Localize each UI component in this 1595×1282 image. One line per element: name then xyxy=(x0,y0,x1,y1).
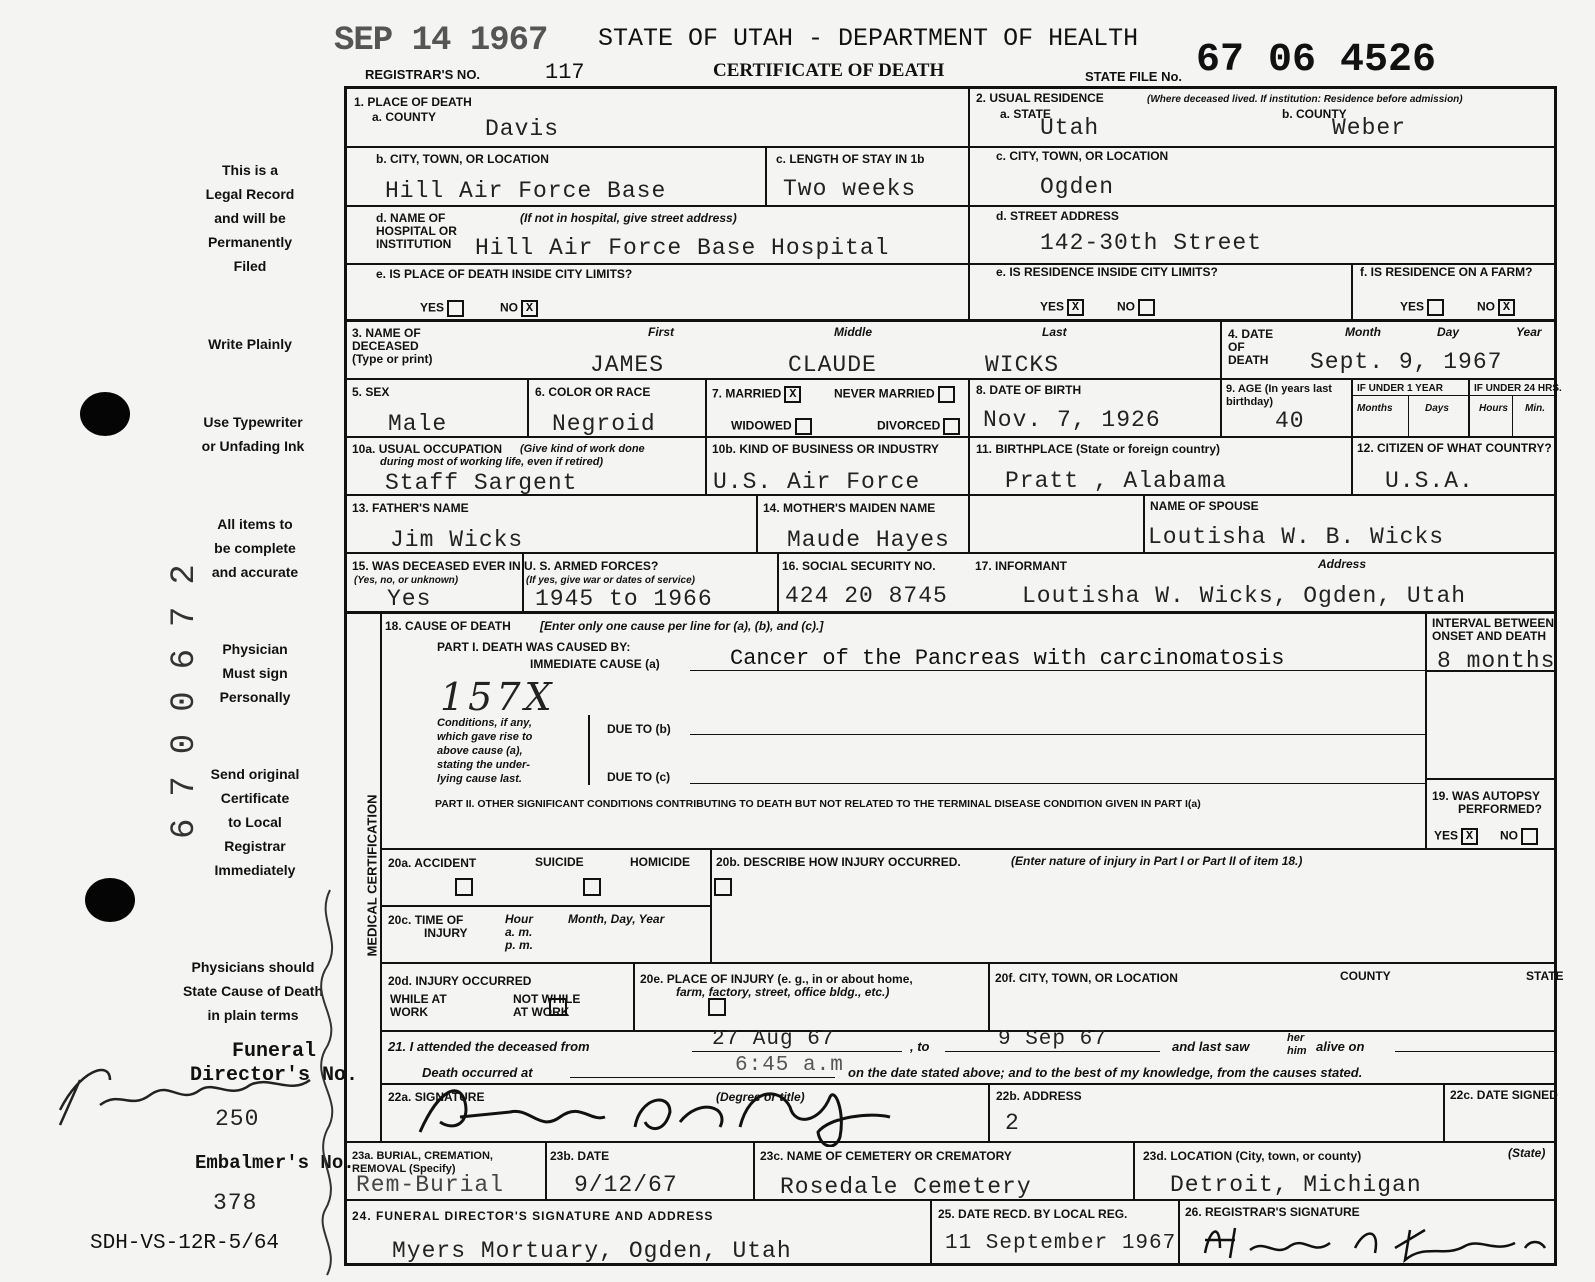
sidebar-all-items: All items to be complete and accurate xyxy=(211,516,299,580)
value-cemetery: Rosedale Cemetery xyxy=(780,1174,1032,1200)
physician-signature xyxy=(400,1077,900,1147)
value-citizen: U.S.A. xyxy=(1385,468,1474,494)
sidebar-typewriter: Use Typewriter or Unfading Ink xyxy=(201,414,305,454)
label-how-injury: 20b. DESCRIBE HOW INJURY OCCURRED. xyxy=(716,855,961,869)
date-stamp: SEP 14 1967 xyxy=(334,22,548,60)
label-hour-ampm: Hour a. m. p. m. xyxy=(505,912,534,952)
value-interval: 8 months xyxy=(1437,648,1556,674)
label-business: 10b. KIND OF BUSINESS OR INDUSTRY xyxy=(712,442,939,456)
label-occupation-note: (Give kind of work done during most of working life, even if retired) xyxy=(380,443,645,468)
label-street-address: d. STREET ADDRESS xyxy=(996,209,1119,223)
funeral-director-signature xyxy=(40,1050,340,1140)
value-spouse: Loutisha W. B. Wicks xyxy=(1148,524,1445,550)
label-conditions: Conditions, if any, which gave rise to above cause (a), stating the under- lying cause last. xyxy=(437,717,533,785)
label-res-city: c. CITY, TOWN, OR LOCATION xyxy=(996,149,1169,163)
label-injury-mdy: Month, Day, Year xyxy=(568,912,665,926)
registrar-no: 117 xyxy=(545,60,585,85)
label-accident: 20a. ACCIDENT xyxy=(388,856,477,870)
value-funeral-director: Myers Mortuary, Ogden, Utah xyxy=(392,1238,792,1264)
label-injury-city: 20f. CITY, TOWN, OR LOCATION xyxy=(995,971,1178,985)
label-time-injury: 20c. TIME OF INJURY xyxy=(388,913,468,940)
value-mother: Maude Hayes xyxy=(787,527,950,553)
sidebar-legal-notice: This is a Legal Record and will be Permanently Filed xyxy=(205,162,295,274)
value-county: Davis xyxy=(485,116,560,142)
value-last-name: WICKS xyxy=(985,352,1060,378)
death-inside-city-yes[interactable]: YES xyxy=(420,300,464,317)
label-injury-state: STATE xyxy=(1526,969,1564,983)
label-due-to-c: DUE TO (c) xyxy=(607,770,671,784)
registrar-no-label: REGISTRAR'S NO. xyxy=(365,67,481,82)
value-business: U.S. Air Force xyxy=(713,469,921,495)
value-first-name: JAMES xyxy=(590,352,665,378)
label-age: 9. AGE (In years last birthday) xyxy=(1226,383,1332,408)
injury-while-work[interactable]: WHILE AT WORK xyxy=(390,992,447,1019)
value-race: Negroid xyxy=(552,411,656,437)
label-middle: Middle xyxy=(834,325,872,339)
state-file-label: STATE FILE No. xyxy=(1085,69,1183,84)
label-injury-county: COUNTY xyxy=(1340,969,1391,983)
label-date-signed: 22c. DATE SIGNED xyxy=(1450,1088,1558,1102)
marital-married[interactable]: 7. MARRIED X xyxy=(712,386,801,403)
label-usual-residence-note: (Where deceased lived. If institution: Residence before admission) xyxy=(1147,94,1463,105)
form-code: SDH-VS-12R-5/64 xyxy=(90,1232,280,1255)
label-usual-occupation: 10a. USUAL OCCUPATION xyxy=(352,442,503,456)
value-middle-name: CLAUDE xyxy=(788,352,877,378)
value-occupation: Staff Sargent xyxy=(385,470,578,496)
label-autopsy: 19. WAS AUTOPSY PERFORMED? xyxy=(1432,789,1542,816)
label-signature: 22a. SIGNATURE xyxy=(388,1090,485,1104)
res-inside-city-yes[interactable]: YES X xyxy=(1040,299,1084,316)
checkbox-homicide[interactable] xyxy=(714,878,732,896)
autopsy-no[interactable]: NO xyxy=(1500,828,1538,845)
farm-no[interactable]: NO X xyxy=(1477,299,1515,316)
label-immediate-cause: IMMEDIATE CAUSE (a) xyxy=(530,657,660,671)
value-hospital: Hill Air Force Base Hospital xyxy=(475,235,890,261)
label-day: Day xyxy=(1437,325,1460,339)
label-sex: 5. SEX xyxy=(352,385,390,399)
value-cause-a: Cancer of the Pancreas with carcinomatosis xyxy=(730,646,1285,671)
binder-hole-top xyxy=(80,392,130,436)
label-armed-yesno: (Yes, no, or unknown) xyxy=(354,575,459,586)
label-part1: PART I. DEATH WAS CAUSED BY: xyxy=(437,640,631,654)
label-degree: (Degree or title) xyxy=(716,1090,805,1104)
value-armed: Yes xyxy=(387,586,432,612)
label-place-of-death: 1. PLACE OF DEATH xyxy=(354,95,472,109)
farm-yes[interactable]: YES xyxy=(1400,299,1444,316)
label-suicide: SUICIDE xyxy=(535,855,584,869)
label-armed-forces: 15. WAS DECEASED EVER IN U. S. ARMED FORCES? xyxy=(352,559,659,573)
value-birthplace: Pratt , Alabama xyxy=(1005,468,1228,494)
value-burial: Rem-Burial xyxy=(356,1172,505,1198)
vertical-form-number: 6700672 xyxy=(166,542,204,839)
value-attended-from: 27 Aug 67 xyxy=(712,1028,835,1051)
label-armed-dates: (If yes, give war or dates of service) xyxy=(526,575,695,586)
sidebar-physician-sign: Physician Must sign Personally xyxy=(219,641,291,705)
label-death-occurred: Death occurred at xyxy=(422,1065,533,1080)
checkbox-not-while-work[interactable] xyxy=(708,998,726,1016)
injury-not-while-work[interactable]: NOT WHILE AT WORK xyxy=(513,992,581,1019)
value-sex: Male xyxy=(388,411,448,437)
label-state: a. STATE xyxy=(1000,107,1051,121)
sidebar-send-original: Send original Certificate to Local Registrar Immediately xyxy=(210,766,300,878)
label-how-injury-note: (Enter nature of injury in Part I or Part II of item 18.) xyxy=(1011,854,1303,868)
label-inside-city: e. IS PLACE OF DEATH INSIDE CITY LIMITS? xyxy=(376,267,633,281)
sidebar-write-plainly: Write Plainly xyxy=(208,336,292,352)
value-location: Detroit, Michigan xyxy=(1170,1172,1422,1198)
label-location: 23d. LOCATION (City, town, or county) xyxy=(1143,1149,1362,1163)
autopsy-yes[interactable]: YES X xyxy=(1434,828,1478,845)
label-res-county: b. COUNTY xyxy=(1282,107,1347,121)
value-dob: Nov. 7, 1926 xyxy=(983,407,1161,433)
label-length-of-stay: c. LENGTH OF STAY IN 1b xyxy=(776,152,925,166)
label-father: 13. FATHER'S NAME xyxy=(352,501,469,515)
checkbox-accident[interactable] xyxy=(455,878,473,896)
registrar-signature xyxy=(1195,1218,1555,1268)
label-age-hours: Hours xyxy=(1479,403,1508,414)
value-informant: Loutisha W. Wicks, Ogden, Utah xyxy=(1022,583,1467,609)
value-burial-date: 9/12/67 xyxy=(574,1172,678,1198)
marital-divorced[interactable]: DIVORCED xyxy=(877,418,960,435)
label-date-of-birth: 8. DATE OF BIRTH xyxy=(976,383,1082,397)
label-date-of-death: 4. DATE OF DEATH xyxy=(1228,327,1274,367)
label-first: First xyxy=(648,325,675,339)
marital-widowed[interactable]: WIDOWED xyxy=(731,418,812,435)
label-burial: 23a. BURIAL, CREMATION, REMOVAL (Specify) xyxy=(352,1150,493,1175)
death-inside-city-no[interactable]: NO X xyxy=(500,300,538,317)
label-age-months: Months xyxy=(1357,403,1393,414)
embalmer-label: Embalmer's No. xyxy=(195,1152,355,1174)
value-res-city: Ogden xyxy=(1040,174,1115,200)
marital-never-married[interactable]: NEVER MARRIED xyxy=(834,386,955,403)
label-county: a. COUNTY xyxy=(372,110,437,124)
value-date-recd: 11 September 1967 xyxy=(945,1232,1177,1255)
label-due-to-b: DUE TO (b) xyxy=(607,722,671,736)
label-attended-to: , to xyxy=(910,1039,930,1054)
label-place-injury: 20e. PLACE OF INJURY (e. g., in or about home, farm, factory, street, office bldg., etc.) xyxy=(640,972,913,999)
label-date-recd: 25. DATE RECD. BY LOCAL REG. xyxy=(938,1207,1128,1221)
label-on-farm: f. IS RESIDENCE ON A FARM? xyxy=(1360,265,1533,279)
funeral-director-label: Funeral Director's No. xyxy=(190,1040,359,1087)
res-inside-city-no[interactable]: NO xyxy=(1117,299,1155,316)
label-part2: PART II. OTHER SIGNIFICANT CONDITIONS CONTRIBUTING TO DEATH BUT NOT RELATED TO THE TERMINAL DISEASE CONDITION GIVEN IN PART I(a) xyxy=(435,798,1201,810)
label-death-statement: on the date stated above; and to the best of my knowledge, from the causes stated. xyxy=(848,1065,1363,1080)
label-spouse: NAME OF SPOUSE xyxy=(1150,499,1259,513)
label-name-deceased: 3. NAME OF DECEASED (Type or print) xyxy=(352,326,433,366)
value-city: Hill Air Force Base xyxy=(385,178,667,204)
value-age: 40 xyxy=(1275,408,1305,434)
funeral-director-no: 250 xyxy=(215,1106,260,1132)
certificate-title: CERTIFICATE OF DEATH xyxy=(713,60,945,81)
label-city-town: b. CITY, TOWN, OR LOCATION xyxy=(376,152,549,166)
label-ssn: 16. SOCIAL SECURITY NO. xyxy=(782,559,936,573)
label-last-saw: and last saw xyxy=(1172,1039,1250,1054)
label-registrar-sig: 26. REGISTRAR'S SIGNATURE xyxy=(1185,1205,1360,1219)
label-informant-address: Address xyxy=(1318,557,1367,571)
label-usual-residence: 2. USUAL RESIDENCE xyxy=(976,91,1104,105)
label-month: Month xyxy=(1345,325,1381,339)
value-stay: Two weeks xyxy=(783,176,917,202)
label-burial-date: 23b. DATE xyxy=(550,1149,610,1163)
value-res-state: Utah xyxy=(1040,115,1100,141)
value-service: 1945 to 1966 xyxy=(535,586,713,612)
value-death-date: Sept. 9, 1967 xyxy=(1310,349,1503,375)
value-address22: 2 xyxy=(1005,1110,1020,1136)
value-res-county: Weber xyxy=(1332,115,1407,141)
label-cemetery: 23c. NAME OF CEMETERY OR CREMATORY xyxy=(760,1149,1012,1163)
label-under-24-hrs: IF UNDER 24 HRS. xyxy=(1474,383,1562,394)
value-father: Jim Wicks xyxy=(390,527,524,553)
value-ssn: 424 20 8745 xyxy=(785,583,948,609)
label-mother: 14. MOTHER'S MAIDEN NAME xyxy=(763,501,936,515)
label-address22: 22b. ADDRESS xyxy=(996,1089,1082,1103)
sidebar-physicians-should: Physicians should State Cause of Death in plain terms xyxy=(182,959,324,1023)
label-injury-occurred: 20d. INJURY OCCURRED xyxy=(388,974,532,988)
label-age-days: Days xyxy=(1425,403,1449,414)
label-age-min: Min. xyxy=(1525,403,1545,414)
label-birthplace: 11. BIRTHPLACE (State or foreign country) xyxy=(976,442,1221,456)
agency-title: STATE OF UTAH - DEPARTMENT OF HEALTH xyxy=(598,24,1139,53)
checkbox-suicide[interactable] xyxy=(583,878,601,896)
medical-certification-label: MEDICAL CERTIFICATION xyxy=(364,794,380,957)
value-street: 142-30th Street xyxy=(1040,230,1263,256)
label-citizen: 12. CITIZEN OF WHAT COUNTRY? xyxy=(1357,441,1552,455)
label-location-state: (State) xyxy=(1508,1146,1546,1160)
label-alive-on: alive on xyxy=(1316,1039,1365,1054)
label-cause-of-death: 18. CAUSE OF DEATH xyxy=(385,619,511,633)
label-res-inside-city: e. IS RESIDENCE INSIDE CITY LIMITS? xyxy=(996,265,1218,279)
label-interval: INTERVAL BETWEEN ONSET AND DEATH xyxy=(1432,616,1555,643)
value-attended-to: 9 Sep 67 xyxy=(998,1028,1107,1051)
value-death-time: 6:45 a.m xyxy=(735,1054,844,1077)
label-homicide: HOMICIDE xyxy=(630,855,690,869)
label-color-race: 6. COLOR OR RACE xyxy=(535,385,651,399)
label-year: Year xyxy=(1516,325,1542,339)
label-hospital-note: (If not in hospital, give street address) xyxy=(520,211,737,225)
embalmer-no: 378 xyxy=(213,1190,258,1216)
binder-hole-bottom xyxy=(85,878,135,922)
label-under-1-year: IF UNDER 1 YEAR xyxy=(1357,383,1443,394)
label-attended: 21. I attended the deceased from xyxy=(388,1039,590,1054)
label-hospital-name: d. NAME OF HOSPITAL OR INSTITUTION xyxy=(376,211,457,251)
label-her-him: her him xyxy=(1287,1032,1307,1057)
state-file-no: 67 06 4526 xyxy=(1196,38,1437,83)
label-last: Last xyxy=(1042,325,1067,339)
handwritten-code: 157X xyxy=(440,675,556,719)
label-funeral-director: 24. FUNERAL DIRECTOR'S SIGNATURE AND ADDRESS xyxy=(352,1209,714,1223)
label-cause-note: [Enter only one cause per line for (a), (b), and (c).] xyxy=(540,619,824,633)
label-informant: 17. INFORMANT xyxy=(975,559,1068,573)
